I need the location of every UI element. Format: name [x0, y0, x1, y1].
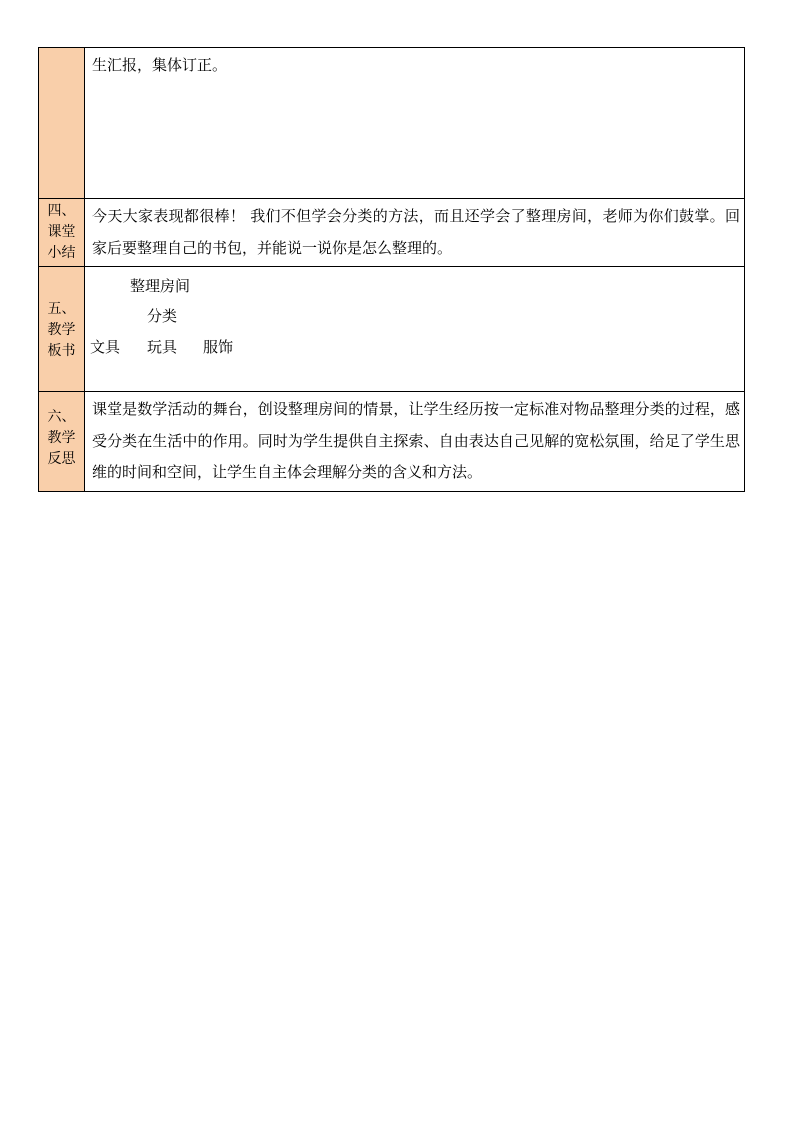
- summary-label-line: 四、: [47, 203, 76, 219]
- board-item: 玩具: [147, 338, 178, 356]
- reflection-label-line: 反思: [47, 451, 76, 467]
- blackboard-label: [39, 267, 84, 362]
- blackboard-diagram: [85, 267, 744, 391]
- summary-label-line: 小结: [47, 245, 76, 261]
- board-title: 整理房间: [130, 277, 191, 295]
- summary-label: [39, 199, 84, 264]
- blackboard-label-cell: [39, 267, 85, 392]
- reflection-text: 课堂是数学活动的舞台，创设整理房间的情景，让学生经历按一定标准对物品整理分类的过程，感受分类在生活中的作用。同时为学生提供自主探索、自由表达自己见解的宽松氛围，给足了学生思维的时间和空间，让学生自主体会理解分类的含义和方法。: [92, 400, 740, 481]
- reflection-cell: [85, 392, 745, 492]
- board-category: 分类: [147, 307, 178, 325]
- table-row-reflection: [39, 392, 745, 492]
- reflection-label-line: 六、: [47, 409, 76, 425]
- table-row-blackboard: [39, 267, 745, 392]
- reflection-label: [39, 392, 84, 470]
- board-item: 文具: [90, 338, 121, 356]
- lesson-plan-table: [38, 47, 745, 492]
- table-row-report: [39, 48, 745, 199]
- blackboard-cell: [85, 267, 745, 392]
- reflection-label-line: 教学: [47, 430, 76, 446]
- reflection-label-cell: [39, 392, 85, 492]
- summary-text: 今天大家表现都很棒！ 我们不但学会分类的方法，而且还学会了整理房间，老师为你们鼓掌。回家后要整理自己的书包，并能说一说你是怎么整理的。: [92, 207, 740, 257]
- blackboard-label-line: 五、: [47, 301, 76, 317]
- summary-label-cell: [39, 199, 85, 267]
- table-row-summary: [39, 199, 745, 267]
- report-cell: [85, 48, 745, 199]
- blackboard-label-line: 教学: [47, 322, 76, 338]
- blackboard-label-line: 板书: [47, 343, 76, 359]
- summary-label-line: 课堂: [47, 224, 76, 240]
- report-text: 生汇报，集体订正。: [92, 56, 228, 74]
- row-label-empty: [39, 48, 85, 199]
- board-item: 服饰: [203, 338, 234, 356]
- summary-cell: [85, 199, 745, 267]
